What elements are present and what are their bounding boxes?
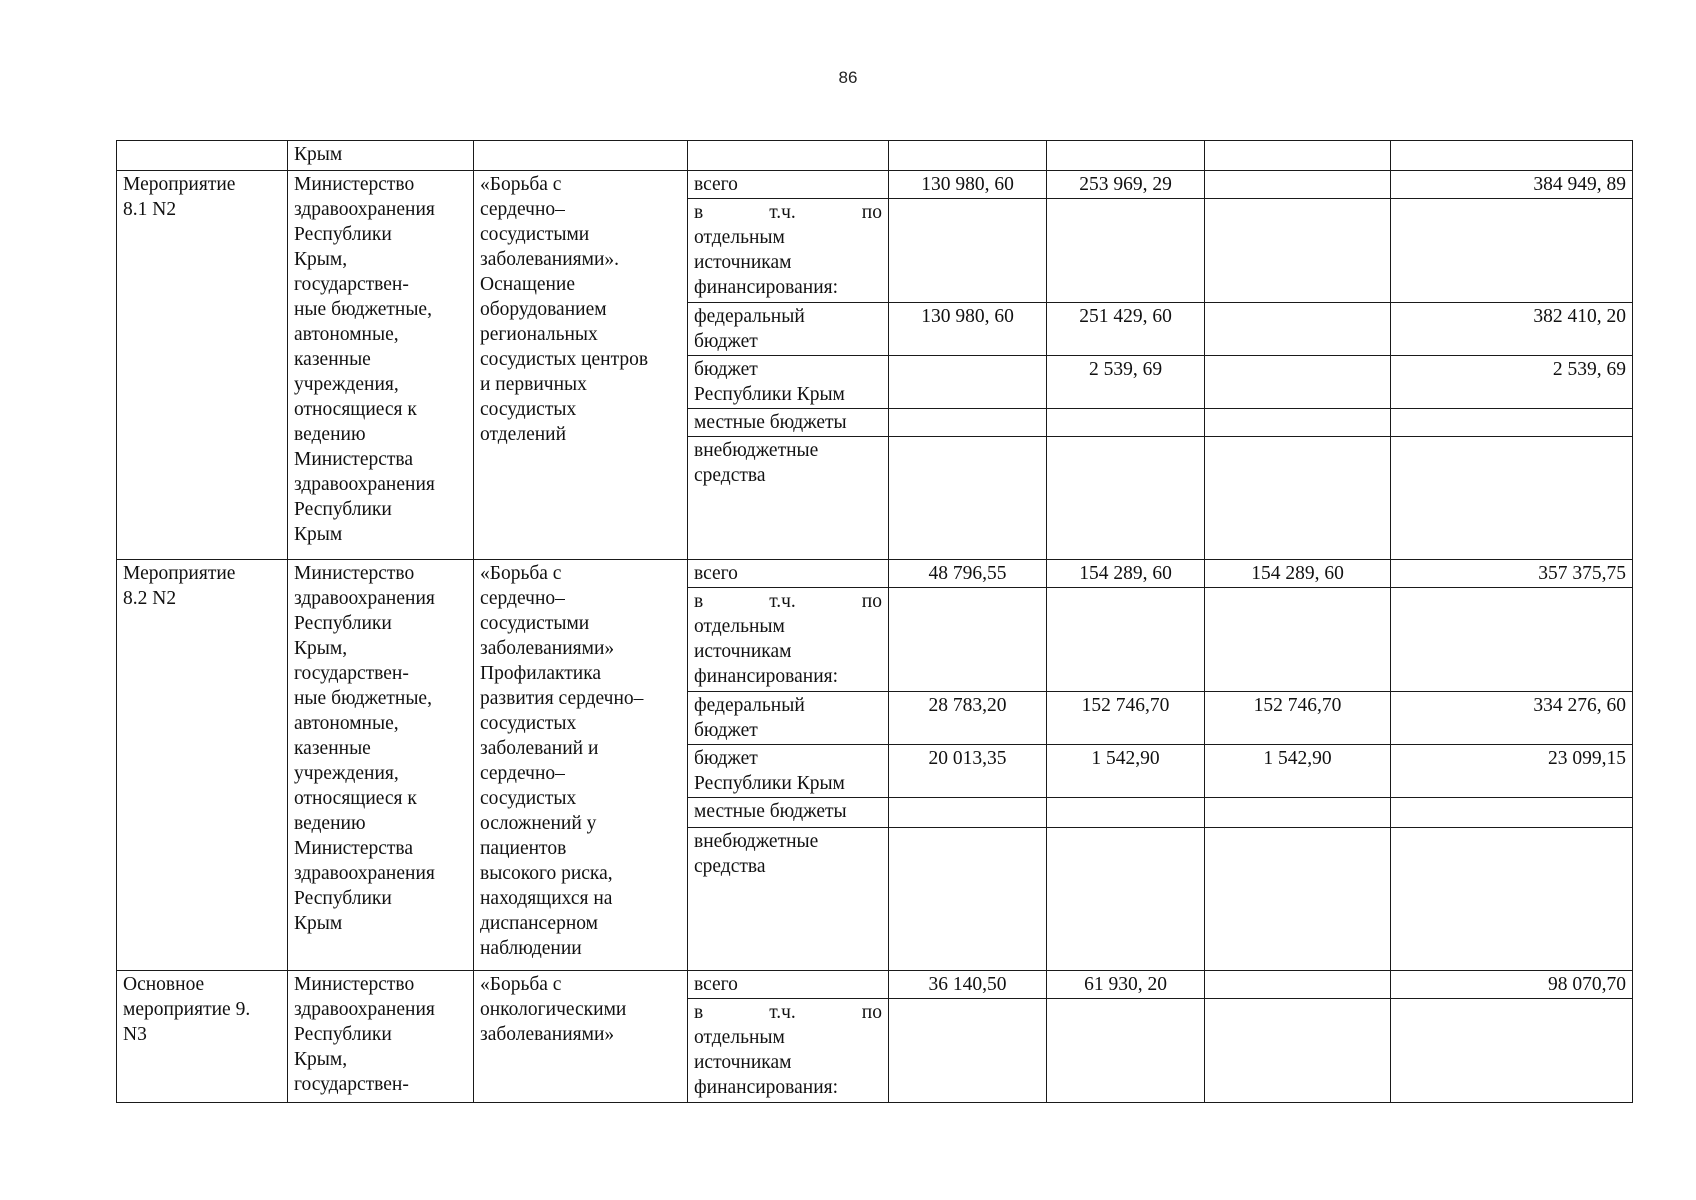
cell-empty: [474, 141, 688, 171]
value-cell: 130 980, 60: [889, 171, 1047, 199]
value-cell: 130 980, 60: [889, 303, 1047, 356]
cell-empty: [1047, 199, 1205, 303]
value-cell: 1 542,90: [1205, 745, 1391, 798]
table-row: [117, 141, 1633, 171]
cell-empty: [1391, 798, 1633, 828]
value-cell: 154 289, 60: [1205, 560, 1391, 588]
cell-empty: [889, 588, 1047, 692]
budget-table: [116, 140, 1633, 1103]
executor: Министерство здравоохранения Республики Крым, государствен- ные бюджетные, автономные, казенные учреждения, относящиеся к ведению Министерства здравоохранения Республики Крым: [288, 560, 474, 971]
table-row: [117, 560, 1633, 588]
total-value: 98 070,70: [1391, 971, 1633, 999]
cell-empty: [889, 828, 1047, 971]
cell-empty: [1047, 798, 1205, 828]
cell-empty: [1205, 588, 1391, 692]
cell-empty: [1391, 588, 1633, 692]
cell-empty: [1047, 999, 1205, 1103]
value-cell: 152 746,70: [1047, 692, 1205, 745]
including-rest: отдельным источникам финансирования:: [694, 1027, 839, 1098]
cell-empty: [889, 798, 1047, 828]
including-line: в т.ч. по: [694, 591, 882, 612]
label-total: всего: [688, 171, 889, 199]
cell-empty: [1205, 141, 1391, 171]
value-cell: 61 930, 20: [1047, 971, 1205, 999]
label-local: местные бюджеты: [688, 409, 889, 437]
total-value: 384 949, 89: [1391, 171, 1633, 199]
table-row: [117, 171, 1633, 199]
executor: Министерство здравоохранения Республики Крым, государствен-: [288, 971, 474, 1103]
total-value: 334 276, 60: [1391, 692, 1633, 745]
page-number: 86: [838, 68, 858, 87]
value-cell: 28 783,20: [889, 692, 1047, 745]
cell-empty: [1047, 828, 1205, 971]
cell-empty: [1391, 141, 1633, 171]
cell-empty: [889, 437, 1047, 560]
executor-continued: Крым: [288, 141, 474, 171]
total-value: 23 099,15: [1391, 745, 1633, 798]
cell-empty: [1205, 798, 1391, 828]
cell-empty: [889, 199, 1047, 303]
cell-empty: [1391, 999, 1633, 1103]
label-including: [688, 199, 889, 303]
cell-empty: [1205, 199, 1391, 303]
label-federal: федеральный бюджет: [688, 692, 889, 745]
cell-empty: [889, 409, 1047, 437]
cell-empty: [117, 141, 288, 171]
label-including: [688, 588, 889, 692]
cell-empty: [1391, 828, 1633, 971]
label-total: всего: [688, 560, 889, 588]
event-name: Мероприятие 8.1 N2: [117, 171, 288, 560]
including-line: в т.ч. по: [694, 1002, 882, 1023]
value-cell: 1 542,90: [1047, 745, 1205, 798]
value-cell: 251 429, 60: [1047, 303, 1205, 356]
cell-empty: [688, 141, 889, 171]
cell-empty: [889, 141, 1047, 171]
label-republic: бюджет Республики Крым: [688, 356, 889, 409]
value-cell: 20 013,35: [889, 745, 1047, 798]
value-cell: 154 289, 60: [1047, 560, 1205, 588]
label-federal: федеральный бюджет: [688, 303, 889, 356]
label-local: местные бюджеты: [688, 798, 889, 828]
total-value: 2 539, 69: [1391, 356, 1633, 409]
value-cell: [1205, 171, 1391, 199]
label-extra: внебюджетные средства: [688, 437, 889, 560]
value-cell: 253 969, 29: [1047, 171, 1205, 199]
total-value: 382 410, 20: [1391, 303, 1633, 356]
event-title: «Борьба с сердечно– сосудистыми заболеваниями». Оснащение оборудованием региональных сосудистых центров и первичных сосудистых отделений: [474, 171, 688, 560]
table-row: [117, 971, 1633, 999]
cell-empty: [1047, 409, 1205, 437]
cell-empty: [1205, 828, 1391, 971]
cell-empty: [1205, 409, 1391, 437]
cell-empty: [1391, 199, 1633, 303]
cell-empty: [889, 999, 1047, 1103]
label-total: всего: [688, 971, 889, 999]
including-line: в т.ч. по: [694, 202, 882, 223]
cell-empty: [1391, 409, 1633, 437]
value-cell: 152 746,70: [1205, 692, 1391, 745]
event-name: Мероприятие 8.2 N2: [117, 560, 288, 971]
label-including: [688, 999, 889, 1103]
value-cell: [1205, 303, 1391, 356]
value-cell: [1205, 971, 1391, 999]
event-title: «Борьба с сердечно– сосудистыми заболеваниями» Профилактика развития сердечно– сосудистых заболеваний и сердечно– сосудистых осложнений у пациентов высокого риска, находящихся на диспансерном наблюдении: [474, 560, 688, 971]
cell-empty: [1205, 437, 1391, 560]
label-extra: внебюджетные средства: [688, 828, 889, 971]
cell-empty: [1205, 999, 1391, 1103]
value-cell: 48 796,55: [889, 560, 1047, 588]
value-cell: [889, 356, 1047, 409]
event-name: Основное мероприятие 9. N3: [117, 971, 288, 1103]
total-value: 357 375,75: [1391, 560, 1633, 588]
executor: Министерство здравоохранения Республики Крым, государствен- ные бюджетные, автономные, казенные учреждения, относящиеся к ведению Министерства здравоохранения Республики Крым: [288, 171, 474, 560]
including-rest: отдельным источникам финансирования:: [694, 227, 839, 298]
including-rest: отдельным источникам финансирования:: [694, 616, 839, 687]
cell-empty: [1047, 588, 1205, 692]
value-cell: 36 140,50: [889, 971, 1047, 999]
value-cell: [1205, 356, 1391, 409]
cell-empty: [1047, 437, 1205, 560]
label-republic: бюджет Республики Крым: [688, 745, 889, 798]
cell-empty: [1047, 141, 1205, 171]
value-cell: 2 539, 69: [1047, 356, 1205, 409]
cell-empty: [1391, 437, 1633, 560]
event-title: «Борьба с онкологическими заболеваниями»: [474, 971, 688, 1103]
